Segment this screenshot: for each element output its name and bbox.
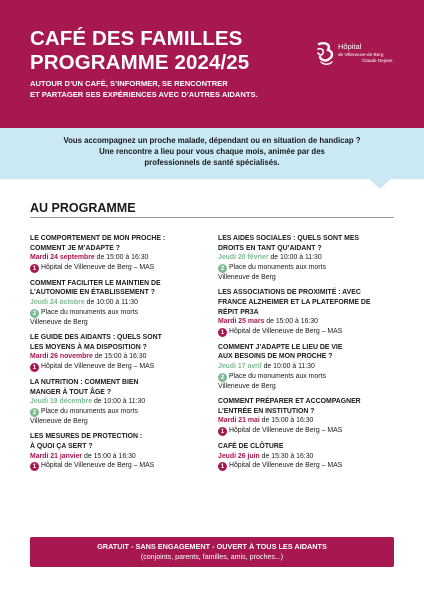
event-title: [30, 432, 208, 451]
event-place-text: Hôpital de Villeneuve de Berg – MAS: [41, 362, 155, 370]
event-day: Mardi 25 mars: [218, 318, 265, 326]
footer-main-text: GRATUIT - SANS ENGAGEMENT - OUVERT À TOUS LES AIDANTS: [97, 542, 327, 551]
venue-number-badge: 1: [30, 264, 39, 273]
event-title-line: LES MOYENS À MA DISPOSITION ?: [30, 343, 147, 351]
event-place-text: Place du monuments aux morts: [41, 308, 138, 316]
event-place-text: Hôpital de Villeneuve de Berg – MAS: [41, 263, 155, 271]
program-event: [30, 378, 208, 426]
header-banner: [0, 0, 424, 128]
intro-line-1: Vous accompagnez un proche malade, dépendant ou en situation de handicap ?: [63, 136, 361, 145]
event-title-line: MANGER À TOUT ÂGE ?: [30, 388, 112, 396]
event-title: [218, 442, 396, 452]
event-date: [30, 397, 208, 407]
event-date: [218, 362, 396, 372]
venue-number-badge: 1: [30, 462, 39, 471]
event-place-text: Place du monuments aux morts: [41, 407, 138, 415]
title-line-2: PROGRAMME 2024/25: [30, 51, 250, 74]
event-day: Jeudi 24 octobre: [30, 298, 85, 306]
event-date: [30, 298, 208, 308]
event-day: Mardi 24 septembre: [30, 254, 95, 262]
logo-subtitle-2: Claude Dejean: [362, 58, 393, 63]
intro-pointer: [368, 178, 392, 189]
event-date: [30, 253, 208, 263]
event-title-line: COMMENT PRÉPARER ET ACCOMPAGNER: [218, 398, 361, 406]
event-title: [218, 343, 396, 362]
event-place-text: Hôpital de Villeneuve de Berg – MAS: [41, 462, 155, 470]
event-time: de 15:30 à 16:30: [259, 452, 314, 460]
venue-number-badge: 1: [30, 363, 39, 372]
event-title-line: L’ENTRÉE EN INSTITUTION ?: [218, 407, 315, 415]
program-event: [218, 288, 396, 336]
event-time: de 15:00 à 16:30: [92, 353, 147, 361]
venue-number-badge: 1: [218, 427, 227, 436]
hospital-logo: [316, 40, 406, 74]
intro-line-2: Une rencontre a lieu pour vous chaque mois, animée par des: [99, 146, 325, 156]
event-place-line: [218, 426, 396, 436]
subtitle-line-2: ET PARTAGER SES EXPÉRIENCES AVEC D’AUTRES AIDANTS.: [30, 89, 258, 99]
program-event: [30, 279, 208, 327]
event-title: [30, 333, 208, 352]
event-date: [218, 416, 396, 426]
subtitle-line-1: AUTOUR D’UN CAFÉ, S’INFORMER, SE RENCONTRER: [30, 79, 228, 88]
event-day: Mardi 21 mai: [218, 417, 260, 425]
program-event: [30, 333, 208, 372]
program-column-right: [218, 234, 396, 477]
footer-banner: [30, 537, 394, 567]
event-place-line: [218, 372, 396, 382]
event-place-line: [30, 461, 208, 471]
event-place-text: Villeneuve de Berg: [30, 417, 88, 425]
venue-number-badge: 2: [30, 408, 39, 417]
event-title: [30, 234, 208, 253]
section-divider: [30, 217, 394, 218]
event-place-line: [30, 318, 208, 328]
section-title: AU PROGRAMME: [30, 201, 136, 215]
event-place-line: [30, 417, 208, 427]
event-place-line: [218, 263, 396, 273]
program-column-left: [30, 234, 208, 477]
event-place-text: Hôpital de Villeneuve de Berg – MAS: [229, 327, 343, 335]
event-place-text: Hôpital de Villeneuve de Berg – MAS: [229, 462, 343, 470]
event-title: [218, 288, 396, 317]
event-title-line: AUX BESOINS DE MON PROCHE ?: [218, 353, 333, 361]
event-place-line: [218, 382, 396, 392]
event-title-line: LES MESURES DE PROTECTION :: [30, 433, 143, 441]
page-title: [30, 27, 320, 75]
event-title: [30, 378, 208, 397]
event-time: de 10:00 à 11:30: [268, 254, 322, 262]
event-title-line: DROITS EN TANT QU’AIDANT ?: [218, 244, 322, 252]
venue-number-badge: 1: [218, 462, 227, 471]
event-place-text: Hôpital de Villeneuve de Berg – MAS: [229, 426, 343, 434]
event-date: [218, 452, 396, 462]
program-event: [218, 442, 396, 471]
logo-name: Hôpital: [338, 42, 362, 51]
event-time: de 15:00 à 16:30: [259, 417, 314, 425]
venue-number-badge: 2: [218, 264, 227, 273]
event-time: de 15:00 à 16:30: [94, 254, 149, 262]
event-title-line: LES ASSOCIATIONS DE PROXIMITÉ : AVEC: [218, 289, 361, 297]
event-title-line: COMMENT JE M’ADAPTE ?: [30, 244, 120, 252]
event-title-line: COMMENT J’ADAPTE LE LIEU DE VIE: [218, 343, 343, 351]
event-title-line: L’AUTONOMIE EN ÉTABLISSEMENT ?: [30, 289, 155, 297]
venue-number-badge: 2: [30, 309, 39, 318]
intro-line-3: professionnels de santé spécialisés.: [144, 157, 280, 167]
event-title: [218, 234, 396, 253]
event-title-line: LA NUTRITION : COMMENT BIEN: [30, 378, 139, 386]
event-day: Mardi 21 janvier: [30, 452, 83, 460]
event-place-text: Place du monuments aux morts: [229, 263, 326, 271]
event-title: [30, 279, 208, 298]
page-subtitle: [30, 79, 330, 100]
title-line-1: CAFÉ DES FAMILLES: [30, 27, 243, 50]
event-place-line: [30, 407, 208, 417]
event-place-line: [30, 263, 208, 273]
event-date: [30, 452, 208, 462]
event-date: [30, 352, 208, 362]
event-date: [218, 317, 396, 327]
hospital-logo-icon: [316, 41, 336, 67]
program-event: [218, 343, 396, 391]
event-title-line: COMMENT FACILITER LE MAINTIEN DE: [30, 279, 161, 287]
program-event: [218, 397, 396, 436]
event-place-line: [218, 327, 396, 337]
program-event: [30, 234, 208, 273]
event-title-line: LES AIDES SOCIALES : QUELS SONT MES: [218, 235, 360, 242]
event-day: Jeudi 17 avril: [218, 362, 262, 370]
event-time: de 15:00 à 16:30: [82, 452, 136, 460]
event-time: de 10:00 à 11:30: [261, 362, 315, 370]
program-event: [30, 432, 208, 471]
event-date: [218, 253, 396, 263]
event-place-line: [30, 308, 208, 318]
event-day: Jeudi 26 juin: [218, 452, 260, 460]
event-place-line: [218, 461, 396, 471]
venue-number-badge: 1: [218, 328, 227, 337]
event-time: de 10:00 à 11:30: [84, 298, 138, 306]
event-title-line: RÉPIT PR3A: [218, 308, 259, 316]
event-place-text: Villeneuve de Berg: [218, 273, 276, 281]
event-place-line: [30, 362, 208, 372]
footer-sub-text: (conjoints, parents, familles, amis, proches...): [140, 553, 284, 561]
event-title-line: LE COMPORTEMENT DE MON PROCHE :: [30, 235, 166, 242]
event-title-line: CAFÉ DE CLÔTURE: [218, 442, 284, 450]
event-place-text: Place du monuments aux morts: [229, 372, 326, 380]
event-place-text: Villeneuve de Berg: [30, 318, 88, 326]
event-title-line: À QUOI ÇA SERT ?: [30, 442, 93, 450]
program-event: [218, 234, 396, 282]
event-place-line: [218, 273, 396, 283]
event-time: de 10:00 à 11:30: [92, 398, 146, 406]
event-day: Mardi 26 novembre: [30, 353, 93, 361]
venue-number-badge: 2: [218, 373, 227, 382]
event-time: de 15:00 à 16:30: [264, 318, 318, 326]
intro-box: [0, 128, 424, 179]
event-day: Jeudi 20 février: [218, 254, 269, 262]
event-day: Jeudi 19 décembre: [30, 398, 93, 406]
event-place-text: Villeneuve de Berg: [218, 382, 276, 390]
event-title-line: LE GUIDE DES AIDANTS : QUELS SONT: [30, 334, 162, 342]
logo-subtitle: de Villeneuve-de-Berg: [338, 52, 384, 57]
event-title: [218, 397, 396, 416]
event-title-line: FRANCE ALZHEIMER ET LA PLATEFORME DE: [218, 298, 371, 306]
